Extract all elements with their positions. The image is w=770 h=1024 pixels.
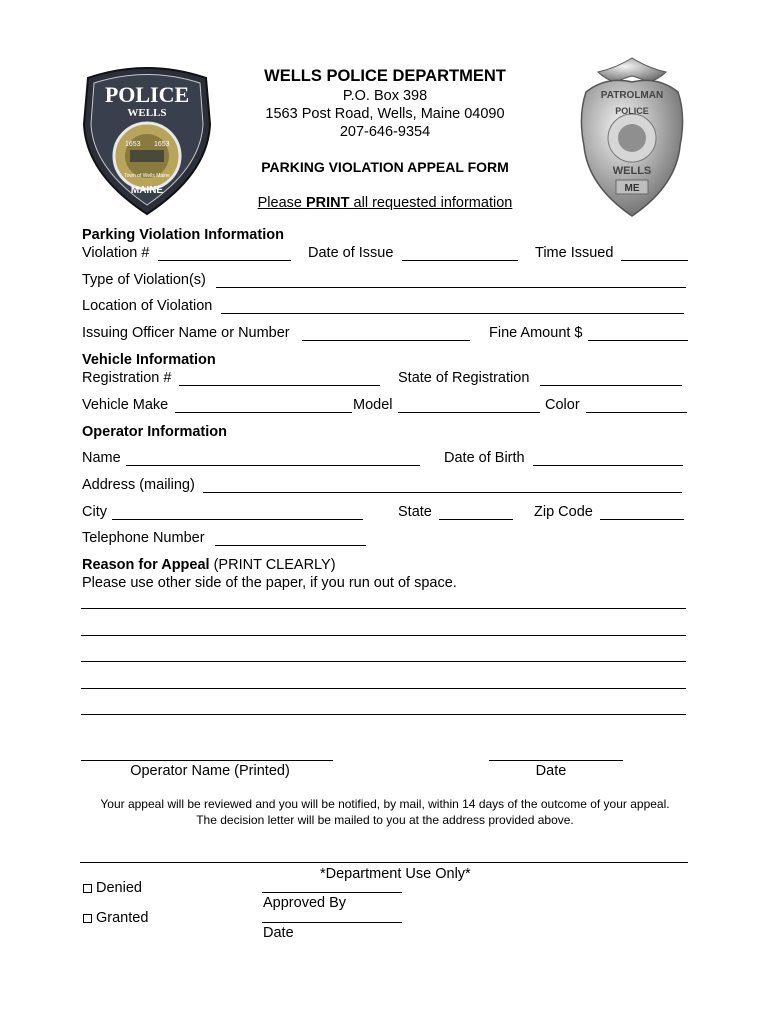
patch-year-right: 1653 [154,141,170,148]
department-date-label: Date [263,925,294,941]
signature-date-label: Date [535,763,567,779]
zip-field[interactable] [600,504,684,520]
operator-name-label: Operator Name (Printed) [130,763,290,779]
fine-amount-label: Fine Amount $ [489,325,583,341]
city-label: City [82,504,107,520]
reason-note: Please use other side of the paper, if you run out of space. [82,575,457,591]
form-title: PARKING VIOLATION APPEAL FORM [261,159,509,175]
vehicle-section-heading: Vehicle Information [82,352,216,368]
badge-patrolman-text: PATROLMAN [600,90,664,101]
time-issued-field[interactable] [621,245,688,261]
telephone-field[interactable] [215,530,366,546]
zip-label: Zip Code [534,504,593,520]
telephone-label: Telephone Number [82,530,205,546]
state-registration-label: State of Registration [398,370,530,386]
state-label: State [398,504,432,520]
po-box: P.O. Box 398 [342,88,428,104]
name-field[interactable] [126,450,420,466]
address-label: Address (mailing) [82,477,195,493]
operator-section-heading: Operator Information [82,424,228,440]
instruction-bold: PRINT [306,195,350,211]
violation-type-field[interactable] [216,272,686,288]
police-patch-logo [80,64,214,216]
reason-line-4[interactable] [81,688,686,689]
violation-location-label: Location of Violation [82,298,213,314]
reason-heading [82,557,336,573]
street-address: 1563 Post Road, Wells, Maine 04090 [265,106,505,122]
department-use-title: *Department Use Only* [320,866,471,882]
operator-name-line[interactable] [81,760,333,761]
reason-line-3[interactable] [81,661,686,662]
violation-number-label: Violation # [82,245,150,261]
print-instruction [0,195,770,211]
phone-number: 207-646-9354 [339,124,431,140]
instruction-suffix: all requested information [349,195,513,211]
name-label: Name [82,450,121,466]
badge-police-text: POLICE [615,106,649,116]
state-field[interactable] [439,504,513,520]
violation-number-field[interactable] [158,245,291,261]
officer-field[interactable] [302,325,470,341]
instruction-prefix: Please [257,195,307,211]
signature-date-line[interactable] [489,760,623,761]
registration-label: Registration # [82,370,172,386]
approved-by-label: Approved By [263,895,347,911]
department-name: WELLS POLICE DEPARTMENT [264,67,506,85]
approved-by-line[interactable] [262,892,402,893]
city-field[interactable] [112,504,363,520]
department-use-divider [80,862,688,863]
granted-label: Granted [96,910,149,926]
notice-line-2: The decision letter will be mailed to you at the address provided above. [196,813,574,827]
reason-line-2[interactable] [81,635,686,636]
fine-amount-field[interactable] [588,325,688,341]
denied-label: Denied [96,880,142,896]
patch-ring-text: Town of Wells Maine [124,173,170,179]
patch-year-left: 1653 [125,141,141,148]
model-label: Model [353,397,393,413]
patch-maine-text: MAINE [130,185,164,196]
violation-type-label: Type of Violation(s) [82,272,206,288]
patch-police-text: POLICE [104,82,190,107]
time-issued-label: Time Issued [535,245,614,261]
vehicle-make-field[interactable] [175,397,352,413]
date-of-issue-label: Date of Issue [308,245,394,261]
notice-line-1: Your appeal will be reviewed and you will be notified, by mail, within 14 days of the outcome of your appeal. [100,797,670,811]
address-field[interactable] [203,477,682,493]
reason-line-1[interactable] [81,608,686,609]
reason-heading-bold: Reason for Appeal [82,557,210,573]
registration-field[interactable] [179,370,380,386]
date-of-issue-field[interactable] [402,245,518,261]
model-field[interactable] [398,397,540,413]
badge-me-text: ME [624,183,640,194]
violation-section-heading: Parking Violation Information [82,227,284,243]
reason-heading-note: (PRINT CLEARLY) [209,557,336,573]
patch-wells-text: WELLS [127,107,167,119]
instruction-text [258,195,513,211]
vehicle-make-label: Vehicle Make [82,397,169,413]
denied-checkbox[interactable] [83,884,92,893]
violation-location-field[interactable] [221,298,684,314]
badge-wells-text: WELLS [612,165,652,177]
reason-line-5[interactable] [81,714,686,715]
color-label: Color [545,397,580,413]
granted-checkbox[interactable] [83,914,92,923]
department-date-line[interactable] [262,922,402,923]
dob-label: Date of Birth [444,450,525,466]
dob-field[interactable] [533,450,683,466]
officer-label: Issuing Officer Name or Number [82,325,290,341]
color-field[interactable] [586,397,687,413]
state-registration-field[interactable] [540,370,682,386]
